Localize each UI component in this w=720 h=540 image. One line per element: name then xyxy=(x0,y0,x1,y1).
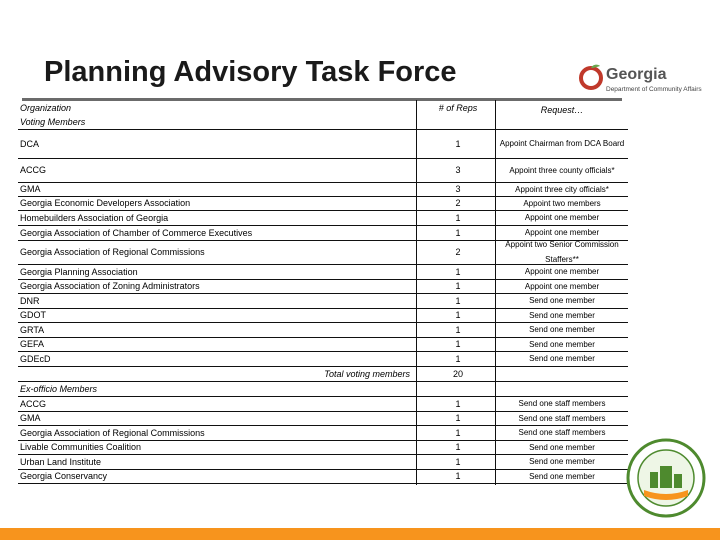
org-cell: Homebuilders Association of Georgia xyxy=(20,212,169,223)
reps-cell: 1 xyxy=(455,353,461,364)
total-row xyxy=(18,366,628,382)
table-row xyxy=(18,411,628,426)
reps-cell: 3 xyxy=(455,165,461,175)
request-cell: Send one member xyxy=(529,296,595,305)
org-cell: GEFA xyxy=(20,339,45,349)
total-label: Total voting members xyxy=(324,368,410,379)
table-row xyxy=(18,469,628,484)
request-cell: Send one member xyxy=(529,325,595,334)
reps-cell: 1 xyxy=(455,471,461,481)
org-cell: Georgia Association of Chamber of Commerce Executives xyxy=(20,227,253,238)
reps-cell: 1 xyxy=(455,398,461,409)
reps-cell: 2 xyxy=(455,247,461,257)
column-divider xyxy=(495,100,496,485)
reps-cell: 1 xyxy=(455,456,461,467)
reps-cell: 1 xyxy=(455,310,461,320)
request-cell: Appoint one member xyxy=(524,213,600,222)
org-cell: Georgia Conservancy xyxy=(20,471,108,481)
table-row xyxy=(18,158,628,183)
table-row xyxy=(18,308,628,323)
reps-cell: 1 xyxy=(455,295,461,306)
request-cell: Appoint two Senior Commission Staffers** xyxy=(505,240,619,264)
request-cell: Send one staff members xyxy=(518,399,606,408)
reps-cell: 1 xyxy=(455,442,461,452)
org-cell: ACCG xyxy=(20,398,47,409)
table-row xyxy=(18,129,628,159)
request-cell: Appoint one member xyxy=(524,228,600,237)
request-cell: Appoint two members xyxy=(523,198,601,208)
request-cell: Send one member xyxy=(529,471,595,481)
table-row xyxy=(18,279,628,294)
table-row xyxy=(18,337,628,352)
table-row xyxy=(18,210,628,226)
request-cell: Send one member xyxy=(529,310,595,320)
voting-members-heading: Voting Members xyxy=(20,116,86,127)
total-value: 20 xyxy=(452,368,463,379)
task-force-table xyxy=(18,100,628,485)
reps-cell: 1 xyxy=(455,324,461,335)
org-cell: GMA xyxy=(20,184,41,194)
table-header-row xyxy=(18,100,628,130)
request-cell: Send one member xyxy=(529,457,595,466)
request-cell: Send one member xyxy=(529,339,595,349)
request-cell: Send one member xyxy=(529,442,595,452)
header-cell xyxy=(20,100,410,129)
org-cell: Georgia Association of Regional Commissions xyxy=(20,247,205,257)
reps-cell: 1 xyxy=(455,413,461,423)
request-cell: Send one staff members xyxy=(518,413,606,423)
logo-wordmark: Georgia xyxy=(606,66,667,83)
reps-cell: 1 xyxy=(455,266,461,277)
table-row xyxy=(18,440,628,455)
table-row xyxy=(18,240,628,265)
reps-cell: 1 xyxy=(455,339,461,349)
org-cell: Georgia Association of Zoning Administrators xyxy=(20,281,200,291)
community-seal-icon xyxy=(626,438,706,518)
org-cell: GMA xyxy=(20,413,41,423)
request-cell: Send one staff members xyxy=(518,428,606,437)
dca-logo xyxy=(578,64,720,100)
table-row xyxy=(18,351,628,367)
request-cell: Appoint three city officials* xyxy=(515,184,609,194)
page-title: Planning Advisory Task Force xyxy=(44,56,457,88)
org-cell: DNR xyxy=(20,295,40,306)
org-cell: GDOT xyxy=(20,310,46,320)
reps-cell: 3 xyxy=(455,184,461,194)
exofficio-heading-row xyxy=(18,381,628,397)
reps-cell: 2 xyxy=(455,198,461,208)
header-reps: # of Reps xyxy=(438,103,478,113)
org-cell: Urban Land Institute xyxy=(20,456,102,467)
org-cell: GRTA xyxy=(20,324,45,335)
org-cell: GDEcD xyxy=(20,353,51,364)
org-cell: Georgia Association of Regional Commissions xyxy=(20,427,205,438)
org-cell: ACCG xyxy=(20,165,47,175)
reps-cell: 1 xyxy=(455,281,461,291)
org-cell: Georgia Planning Association xyxy=(20,266,138,277)
table-row xyxy=(18,196,628,211)
header-organization: Organization xyxy=(20,102,72,113)
header-request: Request… xyxy=(540,105,584,115)
logo-subtitle: Department of Community Affairs xyxy=(606,86,702,93)
bottom-accent-bar xyxy=(0,528,720,540)
request-cell: Appoint one member xyxy=(524,281,600,291)
org-cell: DCA xyxy=(20,138,40,149)
org-cell: Georgia Economic Developers Association xyxy=(20,198,191,208)
reps-cell: 1 xyxy=(455,138,461,149)
reps-cell: 1 xyxy=(455,427,461,438)
org-cell: Livable Communities Coalition xyxy=(20,442,142,452)
request-cell: Appoint three county officials* xyxy=(509,165,615,175)
exofficio-heading: Ex-officio Members xyxy=(20,383,98,394)
georgia-peach-icon xyxy=(578,64,604,90)
reps-cell: 1 xyxy=(455,212,461,223)
request-cell: Appoint Chairman from DCA Board xyxy=(499,139,625,148)
column-divider xyxy=(416,100,417,485)
reps-cell: 1 xyxy=(455,227,461,238)
request-cell: Send one member xyxy=(529,354,595,363)
request-cell: Appoint one member xyxy=(524,267,600,276)
